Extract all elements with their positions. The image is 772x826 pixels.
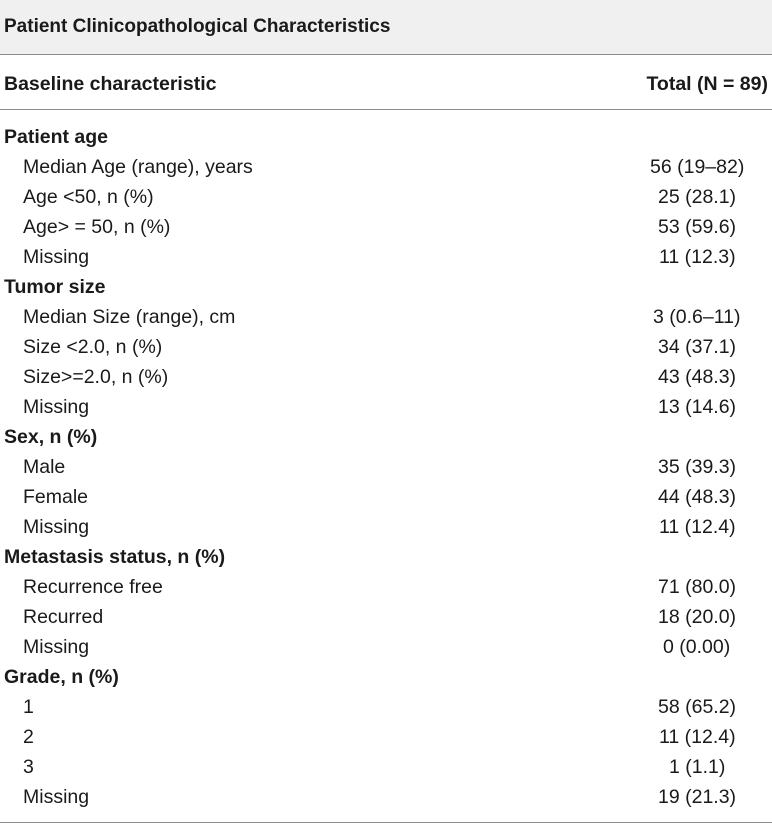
bottom-rule bbox=[0, 822, 772, 823]
table-row bbox=[0, 573, 772, 603]
header-total: Total (N = 89) bbox=[646, 73, 768, 95]
group-label: Tumor size bbox=[4, 276, 106, 298]
table-row bbox=[0, 753, 772, 783]
table-row bbox=[0, 303, 772, 333]
group-row bbox=[0, 423, 772, 453]
row-label: Missing bbox=[23, 636, 90, 658]
table-row bbox=[0, 183, 772, 213]
row-value: 58 (65.2) bbox=[658, 696, 737, 718]
row-label: 1 bbox=[23, 696, 34, 718]
table-row bbox=[0, 333, 772, 363]
table-row bbox=[0, 723, 772, 753]
row-value: 25 (28.1) bbox=[658, 186, 737, 208]
row-label: Missing bbox=[23, 516, 90, 538]
row-label: Age <50, n (%) bbox=[23, 186, 154, 208]
group-label: Metastasis status, n (%) bbox=[4, 546, 226, 568]
row-value: 19 (21.3) bbox=[658, 786, 737, 808]
top-rule bbox=[0, 54, 772, 55]
row-label: Missing bbox=[23, 246, 90, 268]
table-row bbox=[0, 363, 772, 393]
row-label: 2 bbox=[23, 726, 34, 748]
group-row bbox=[0, 273, 772, 303]
row-value: 44 (48.3) bbox=[658, 486, 737, 508]
row-label: Missing bbox=[23, 396, 90, 418]
row-label: Median Size (range), cm bbox=[23, 306, 236, 328]
row-value: 53 (59.6) bbox=[658, 216, 737, 238]
header-characteristic: Baseline characteristic bbox=[4, 73, 217, 95]
table-row bbox=[0, 483, 772, 513]
table-caption bbox=[0, 0, 772, 54]
row-value: 11 (12.4) bbox=[659, 516, 736, 538]
table-row bbox=[0, 213, 772, 243]
row-value: 35 (39.3) bbox=[658, 456, 737, 478]
row-label: Age> = 50, n (%) bbox=[23, 216, 171, 238]
table-row bbox=[0, 693, 772, 723]
table-header-row bbox=[0, 60, 772, 110]
row-label: Median Age (range), years bbox=[23, 156, 253, 178]
table-row bbox=[0, 393, 772, 423]
group-row bbox=[0, 543, 772, 573]
row-value: 34 (37.1) bbox=[658, 336, 737, 358]
row-label: Size>=2.0, n (%) bbox=[23, 366, 169, 388]
row-value: 71 (80.0) bbox=[658, 576, 737, 598]
header-rule bbox=[0, 109, 772, 110]
table-body bbox=[0, 123, 772, 813]
row-label: 3 bbox=[23, 756, 34, 778]
table-row bbox=[0, 453, 772, 483]
table-row bbox=[0, 783, 772, 813]
row-value: 13 (14.6) bbox=[658, 396, 737, 418]
row-value: 11 (12.4) bbox=[659, 726, 736, 748]
row-value: 0 (0.00) bbox=[663, 636, 731, 658]
row-value: 43 (48.3) bbox=[658, 366, 737, 388]
table-row bbox=[0, 153, 772, 183]
row-label: Missing bbox=[23, 786, 90, 808]
table-title: Patient Clinicopathological Characteristics bbox=[4, 16, 391, 37]
group-row bbox=[0, 663, 772, 693]
table-row bbox=[0, 603, 772, 633]
row-label: Male bbox=[23, 456, 66, 478]
group-row bbox=[0, 123, 772, 153]
row-value: 18 (20.0) bbox=[658, 606, 737, 628]
row-label: Female bbox=[23, 486, 89, 508]
row-value: 1 (1.1) bbox=[669, 756, 726, 778]
row-value: 11 (12.3) bbox=[659, 246, 736, 268]
group-label: Patient age bbox=[4, 126, 109, 148]
table-row bbox=[0, 513, 772, 543]
row-value: 56 (19–82) bbox=[650, 156, 745, 178]
table-row bbox=[0, 243, 772, 273]
row-value: 3 (0.6–11) bbox=[653, 306, 741, 328]
group-label: Grade, n (%) bbox=[4, 666, 119, 688]
group-label: Sex, n (%) bbox=[4, 426, 98, 448]
row-label: Size <2.0, n (%) bbox=[23, 336, 163, 358]
table-row bbox=[0, 633, 772, 663]
row-label: Recurred bbox=[23, 606, 104, 628]
row-label: Recurrence free bbox=[23, 576, 163, 598]
